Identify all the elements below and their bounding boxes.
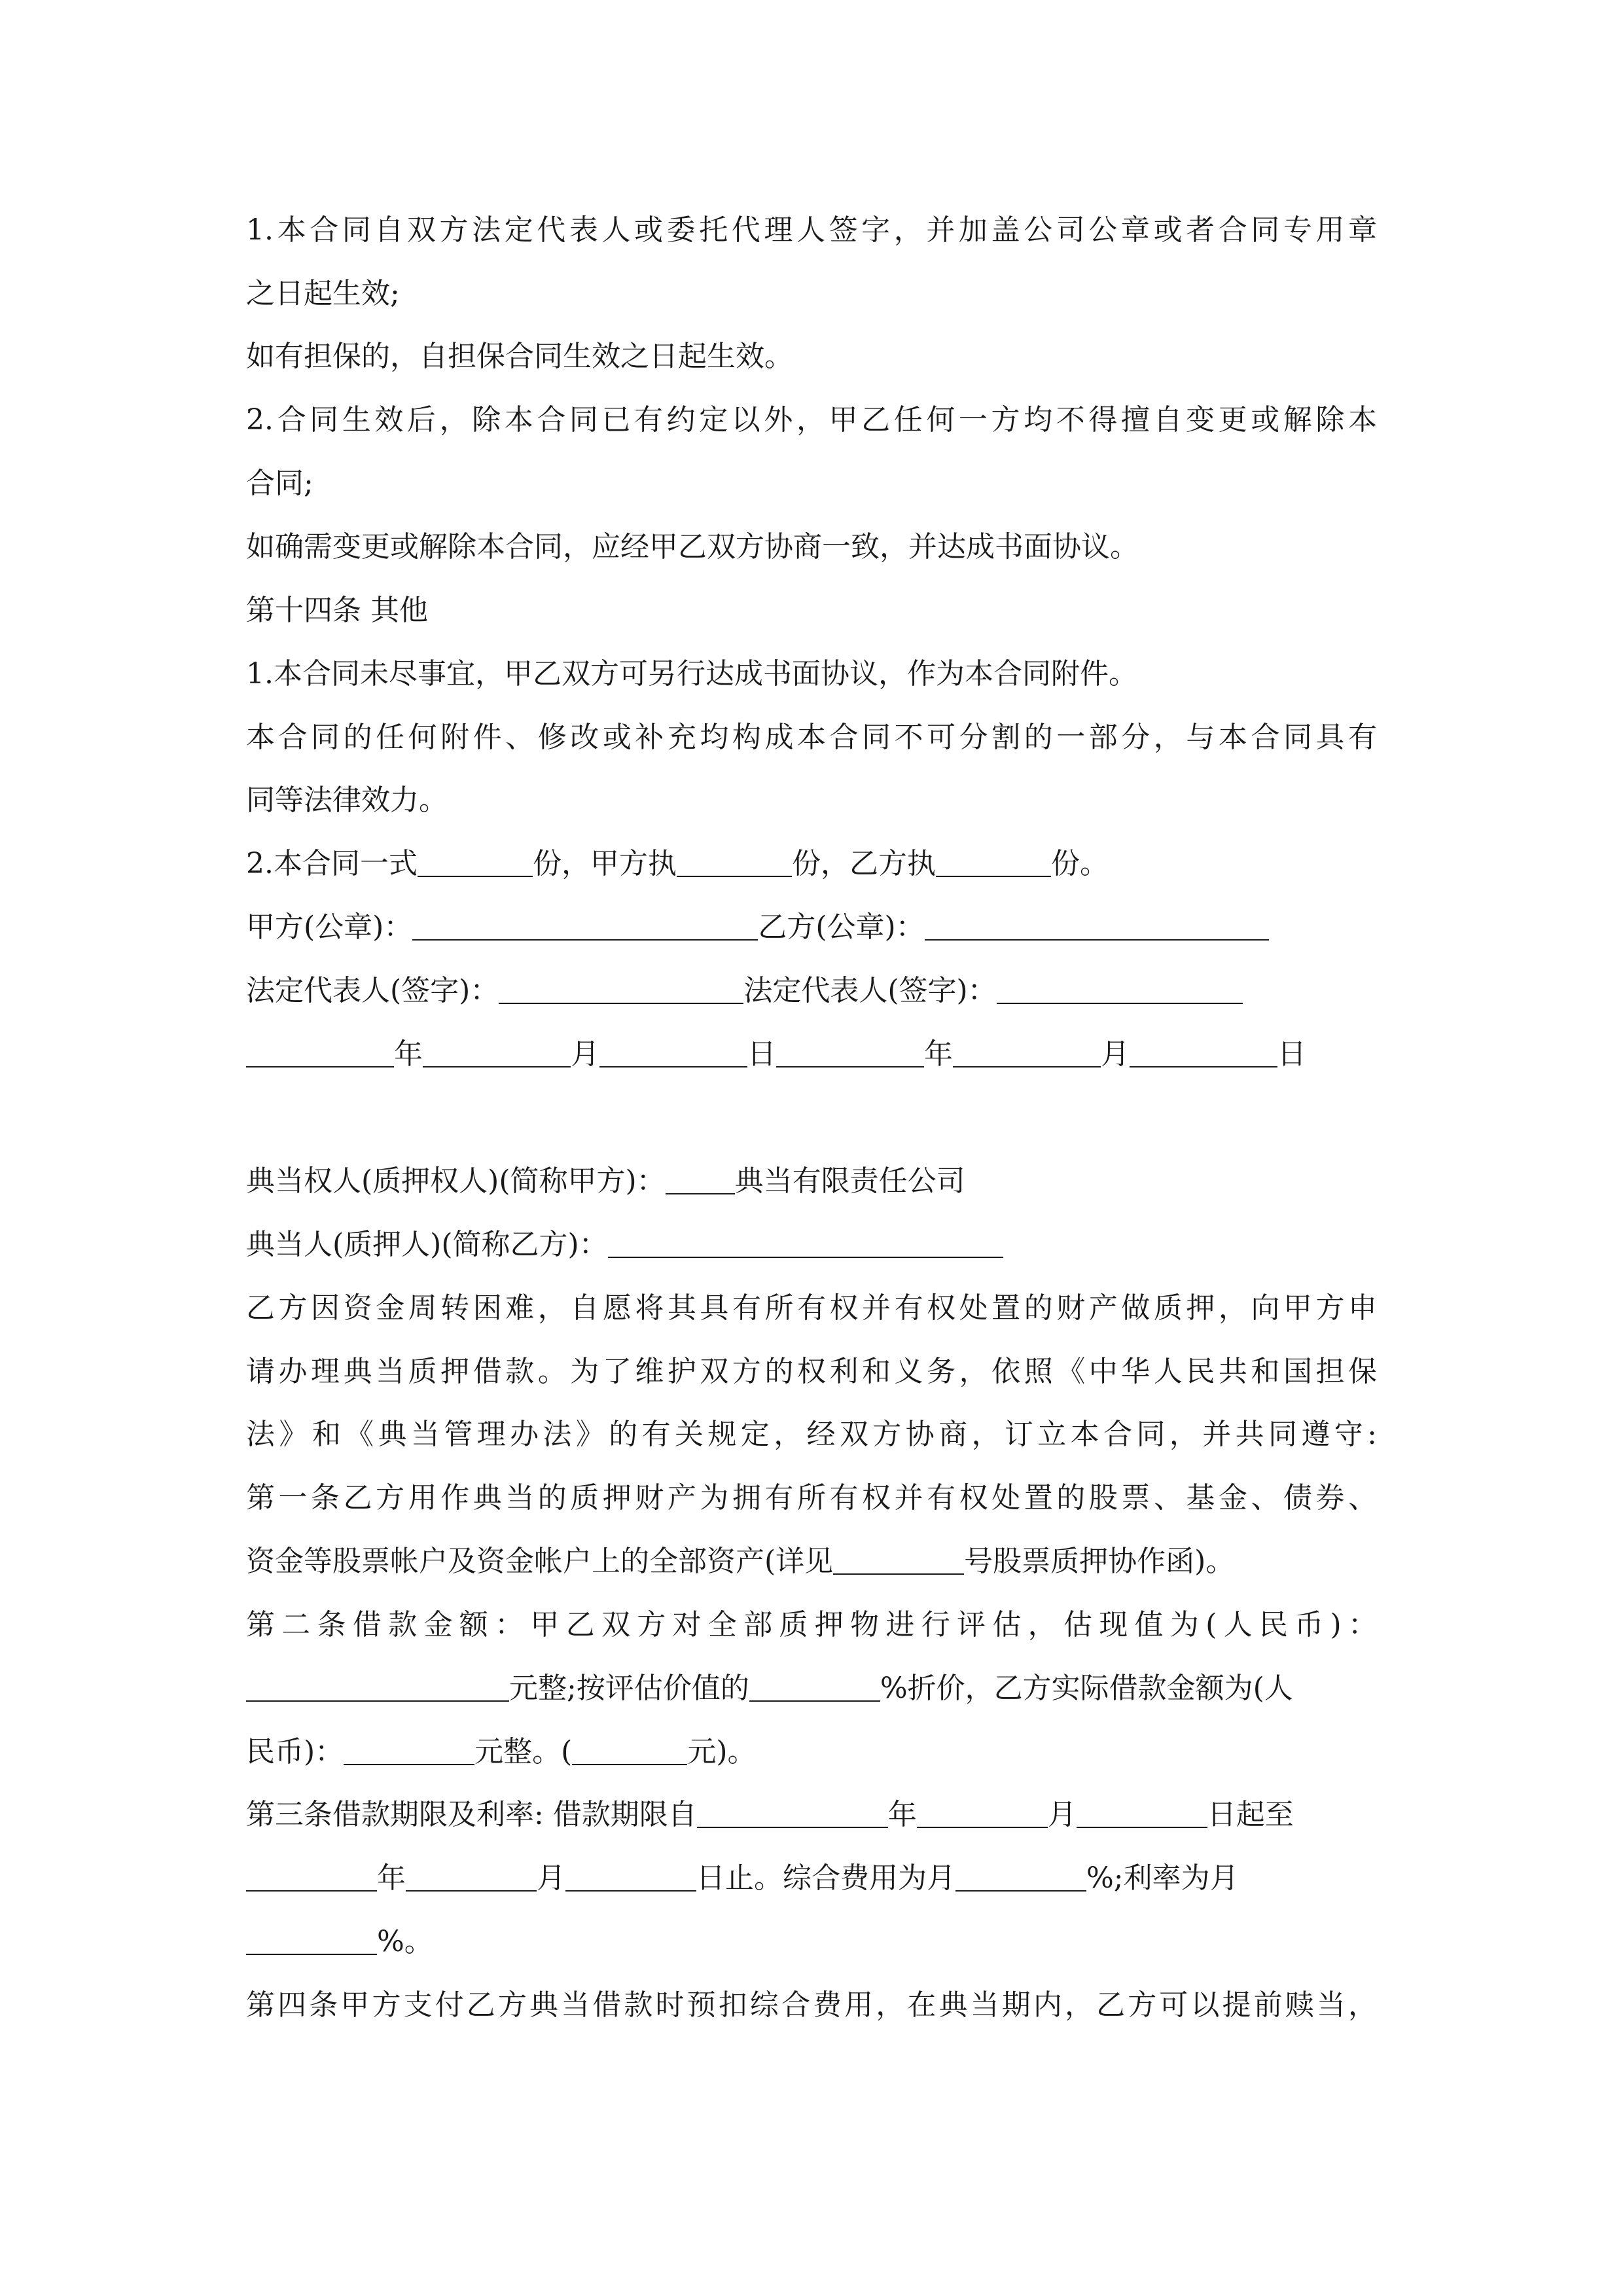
- label: 乙方(公章)：: [758, 910, 925, 944]
- seal-line: [246, 908, 1269, 947]
- text-line: 1.本合同自双方法定代表人或委托代理人签字，并加盖公司公章或者合同专用章: [246, 213, 1377, 247]
- label: %折价，乙方实际借款金额为(人: [880, 1672, 1293, 1705]
- pawner-name-field[interactable]: [608, 1228, 1003, 1258]
- label: 份，甲方执: [532, 847, 677, 880]
- article-4: 第四条甲方支付乙方典当借款时预扣综合费用，在典当期内，乙方可以提前赎当，: [246, 1988, 1377, 2022]
- interest-rate-field[interactable]: [246, 1925, 377, 1955]
- article-1-cont: [246, 1542, 1234, 1581]
- label: 年: [394, 1037, 423, 1071]
- label: 年: [887, 1798, 917, 1831]
- text-line: 1.本合同未尽事宜，甲乙双方可另行达成书面协议，作为本合同附件。: [246, 657, 1137, 691]
- copies-total-field[interactable]: [418, 847, 533, 877]
- date-month-field[interactable]: [953, 1037, 1101, 1067]
- label: 资金等股票帐户及资金帐户上的全部资产(详见: [246, 1545, 834, 1578]
- end-month-field[interactable]: [406, 1861, 537, 1892]
- label: 元整;按评估价值的: [509, 1672, 749, 1705]
- label: %。: [377, 1925, 433, 1958]
- text-line: 如有担保的，自担保合同生效之日起生效。: [246, 340, 793, 373]
- signature-line: [246, 971, 1243, 1011]
- loan-amount-numeric-field[interactable]: [572, 1735, 687, 1765]
- pawnee-line: [246, 1162, 965, 1201]
- article-3: [246, 1795, 1294, 1835]
- party-b-copies-field[interactable]: [936, 847, 1051, 877]
- article-3-cont: [246, 1922, 433, 1962]
- label: 号股票质押协作函)。: [964, 1545, 1235, 1578]
- date-line: [246, 1035, 1306, 1074]
- party-a-copies-field[interactable]: [677, 847, 792, 877]
- text-line: 同等法律效力。: [246, 783, 448, 817]
- label: 日止。综合费用为月: [696, 1861, 955, 1895]
- label: 典当人(质押人)(简称乙方)：: [246, 1228, 608, 1261]
- article-1: 第一条乙方用作典当的质押财产为拥有所有权并有权处置的股票、基金、债券、: [246, 1481, 1377, 1515]
- label: 月: [571, 1037, 599, 1071]
- party-a-representative-field[interactable]: [499, 974, 743, 1004]
- label: 典当有限责任公司: [734, 1164, 965, 1198]
- article-2-cont: [246, 1732, 757, 1772]
- letter-number-field[interactable]: [833, 1545, 964, 1575]
- start-month-field[interactable]: [917, 1798, 1048, 1828]
- label: 第三条借款期限及利率: 借款期限自: [246, 1798, 697, 1831]
- start-day-field[interactable]: [1077, 1798, 1207, 1828]
- label: 元整。(: [474, 1735, 573, 1768]
- date-year-field[interactable]: [246, 1037, 394, 1067]
- label: 元)。: [687, 1735, 757, 1768]
- text-line: 请办理典当质押借款。为了维护双方的权利和义务，依照《中华人民共和国担保: [246, 1355, 1377, 1388]
- date-month-field[interactable]: [423, 1037, 571, 1067]
- start-year-field[interactable]: [697, 1798, 888, 1828]
- valuation-amount-field[interactable]: [246, 1672, 509, 1702]
- label: 2.本合同一式: [246, 847, 418, 880]
- label: %;利率为月: [1086, 1861, 1239, 1895]
- text-line: 法》和《典当管理办法》的有关规定，经双方协商，订立本合同，并共同遵守:: [246, 1418, 1377, 1451]
- label: 民币)：: [246, 1735, 344, 1768]
- text-line: 乙方因资金周转困难，自愿将其具有所有权并有权处置的财产做质押，向甲方申: [246, 1291, 1377, 1325]
- article-3-cont: [246, 1859, 1239, 1898]
- section-heading: 第十四条 其他: [246, 594, 428, 627]
- text-line: 2.合同生效后，除本合同已有约定以外，甲乙任何一方均不得擅自变更或解除本: [246, 403, 1377, 437]
- label: 月: [1047, 1798, 1077, 1831]
- party-b-seal-field[interactable]: [925, 910, 1269, 941]
- text-line: 如确需变更或解除本合同，应经甲乙双方协商一致，并达成书面协议。: [246, 530, 1139, 564]
- label: 日起至: [1207, 1798, 1294, 1831]
- text-line: 合同;: [246, 467, 313, 500]
- label: 日: [747, 1037, 776, 1071]
- article-2: 第二条借款金额：甲乙双方对全部质押物进行评估，估现值为(人民币)：: [246, 1608, 1377, 1641]
- fee-rate-field[interactable]: [955, 1861, 1086, 1892]
- label: 份。: [1050, 847, 1109, 880]
- label: 月: [1101, 1037, 1130, 1071]
- label: 法定代表人(签字)：: [743, 974, 997, 1007]
- label: 月: [537, 1861, 565, 1895]
- pawner-line: [246, 1225, 1003, 1265]
- date-day-field[interactable]: [599, 1037, 747, 1067]
- discount-rate-field[interactable]: [749, 1672, 880, 1702]
- copies-line: [246, 844, 1109, 884]
- date-day-field[interactable]: [1130, 1037, 1277, 1067]
- party-a-seal-field[interactable]: [412, 910, 758, 941]
- label: 年: [377, 1861, 406, 1895]
- loan-amount-field[interactable]: [344, 1735, 474, 1765]
- label: 日: [1277, 1037, 1306, 1071]
- article-2-cont: [246, 1669, 1293, 1708]
- label: 典当权人(质押权人)(简称甲方)：: [246, 1164, 666, 1198]
- party-b-representative-field[interactable]: [997, 974, 1243, 1004]
- label: 甲方(公章)：: [246, 910, 413, 944]
- label: 年: [924, 1037, 953, 1071]
- label: 份，乙方执: [791, 847, 936, 880]
- date-year-field[interactable]: [776, 1037, 924, 1067]
- end-year-field[interactable]: [246, 1861, 377, 1892]
- text-line: 之日起生效;: [246, 277, 400, 310]
- pawnee-name-field[interactable]: [666, 1164, 735, 1194]
- label: 法定代表人(签字)：: [246, 974, 499, 1007]
- text-line: 本合同的任何附件、修改或补充均构成本合同不可分割的一部分，与本合同具有: [246, 721, 1377, 754]
- end-day-field[interactable]: [565, 1861, 696, 1892]
